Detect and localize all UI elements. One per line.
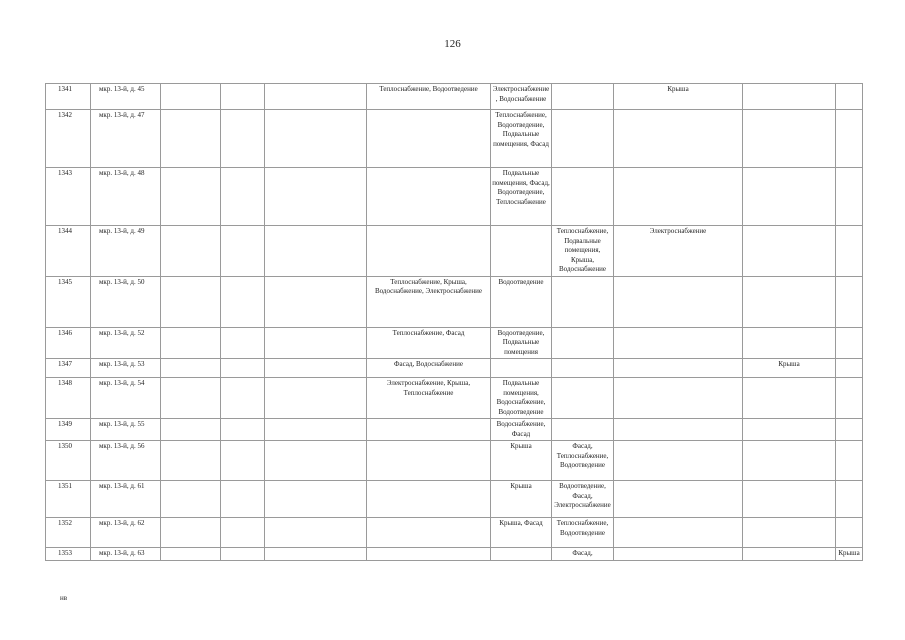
table-row [46,327,863,359]
address-cell: мкр. 13-й, д. 45 [91,84,161,110]
table-row [46,276,863,327]
work-type-cell [265,168,367,226]
work-type-cell [265,419,367,441]
work-type-cell: Фасад, Водоснабжение [367,359,491,378]
work-type-cell [161,276,221,327]
table-row [46,359,863,378]
address-cell: мкр. 13-й, д. 50 [91,276,161,327]
work-type-cell [836,378,863,419]
work-type-cell [614,168,743,226]
work-type-cell [265,226,367,277]
repair-schedule-table [45,83,863,561]
work-type-cell [614,419,743,441]
table-row [46,168,863,226]
work-type-cell [161,419,221,441]
row-number-cell: 1342 [46,110,91,168]
work-type-cell [221,518,265,548]
address-cell: мкр. 13-й, д. 56 [91,441,161,481]
work-type-cell [161,518,221,548]
work-type-cell [836,110,863,168]
work-type-cell [367,548,491,561]
page-number: 126 [444,38,461,50]
work-type-cell [552,168,614,226]
work-type-cell: Теплоснабжение, Водоотведение [552,518,614,548]
table-row [46,481,863,518]
work-type-cell [743,327,836,359]
work-type-cell [743,276,836,327]
work-type-cell: Крыша [614,84,743,110]
work-type-cell [265,359,367,378]
work-type-cell [221,110,265,168]
work-type-cell [265,276,367,327]
work-type-cell [161,378,221,419]
work-type-cell [367,481,491,518]
work-type-cell [221,481,265,518]
work-type-cell [161,110,221,168]
work-type-cell [614,327,743,359]
table-row [46,548,863,561]
work-type-cell [614,481,743,518]
row-number-cell: 1349 [46,419,91,441]
work-type-cell [265,518,367,548]
work-type-cell: Теплоснабжение, Подвальные помещения, Крыша, Водоснабжение [552,226,614,277]
work-type-cell [161,168,221,226]
work-type-cell [367,518,491,548]
address-cell: мкр. 13-й, д. 48 [91,168,161,226]
work-type-cell [836,327,863,359]
work-type-cell [614,359,743,378]
work-type-cell [743,110,836,168]
work-type-cell [491,359,552,378]
row-number-cell: 1350 [46,441,91,481]
row-number-cell: 1347 [46,359,91,378]
row-number-cell: 1343 [46,168,91,226]
work-type-cell [161,441,221,481]
work-type-cell [552,359,614,378]
table-row [46,226,863,277]
work-type-cell [836,419,863,441]
work-type-cell [552,84,614,110]
work-type-cell [614,548,743,561]
work-type-cell [221,276,265,327]
work-type-cell: Электроснабжение [614,226,743,277]
address-cell: мкр. 13-й, д. 61 [91,481,161,518]
work-type-cell [743,518,836,548]
work-type-cell: Электроснабжение, Водоснабжение [491,84,552,110]
row-number-cell: 1348 [46,378,91,419]
work-type-cell: Крыша [743,359,836,378]
work-type-cell [265,110,367,168]
work-type-cell [614,441,743,481]
work-type-cell: Подвальные помещения, Фасад, Водоотведение, Теплоснабжение [491,168,552,226]
work-type-cell [743,481,836,518]
row-number-cell: 1353 [46,548,91,561]
row-number-cell: 1352 [46,518,91,548]
work-type-cell [221,359,265,378]
address-cell: мкр. 13-й, д. 53 [91,359,161,378]
row-number-cell: 1344 [46,226,91,277]
work-type-cell [367,168,491,226]
address-cell: мкр. 13-й, д. 54 [91,378,161,419]
work-type-cell [836,226,863,277]
work-type-cell: Фасад, [552,548,614,561]
work-type-cell: Крыша, Фасад [491,518,552,548]
work-type-cell [367,419,491,441]
address-cell: мкр. 13-й, д. 55 [91,419,161,441]
work-type-cell [552,110,614,168]
work-type-cell [491,548,552,561]
work-type-cell [367,110,491,168]
work-type-cell [161,226,221,277]
work-type-cell [265,481,367,518]
work-type-cell [836,441,863,481]
work-type-cell: Водоотведение, Подвальные помещения [491,327,552,359]
work-type-cell [221,548,265,561]
work-type-cell [743,441,836,481]
work-type-cell: Теплоснабжение, Крыша, Водоснабжение, Электроснабжение [367,276,491,327]
work-type-cell [161,548,221,561]
work-type-cell [265,548,367,561]
table-row [46,84,863,110]
work-type-cell [552,419,614,441]
address-cell: мкр. 13-й, д. 47 [91,110,161,168]
work-type-cell [743,419,836,441]
address-cell: мкр. 13-й, д. 63 [91,548,161,561]
table-row [46,419,863,441]
work-type-cell: Водоотведение [491,276,552,327]
work-type-cell [491,226,552,277]
work-type-cell [836,481,863,518]
work-type-cell: Фасад, Теплоснабжение, Водоотведение [552,441,614,481]
work-type-cell: Водоснабжение, Фасад [491,419,552,441]
row-number-cell: 1345 [46,276,91,327]
work-type-cell [161,359,221,378]
work-type-cell: Теплоснабжение, Фасад [367,327,491,359]
work-type-cell [552,276,614,327]
work-type-cell [221,378,265,419]
work-type-cell [614,518,743,548]
work-type-cell [836,168,863,226]
work-type-cell [221,168,265,226]
work-type-cell [221,441,265,481]
work-type-cell [367,441,491,481]
work-type-cell [614,276,743,327]
work-type-cell: Крыша [836,548,863,561]
work-type-cell: Крыша [491,441,552,481]
work-type-cell: Водоотведение, Фасад, Электроснабжение [552,481,614,518]
work-type-cell [836,84,863,110]
address-cell: мкр. 13-й, д. 52 [91,327,161,359]
work-type-cell [265,441,367,481]
work-type-cell: Теплоснабжение, Водоотведение [367,84,491,110]
work-type-cell [265,378,367,419]
table-row [46,518,863,548]
address-cell: мкр. 13-й, д. 62 [91,518,161,548]
table-body [46,84,863,561]
row-number-cell: 1341 [46,84,91,110]
work-type-cell [367,226,491,277]
work-type-cell: Электроснабжение, Крыша, Теплоснабжение [367,378,491,419]
work-type-cell [265,84,367,110]
address-cell: мкр. 13-й, д. 49 [91,226,161,277]
work-type-cell [743,226,836,277]
row-number-cell: 1351 [46,481,91,518]
work-type-cell [836,276,863,327]
work-type-cell [265,327,367,359]
work-type-cell [614,110,743,168]
work-type-cell [161,481,221,518]
work-type-cell [161,327,221,359]
work-type-cell: Теплоснабжение, Водоотведение, Подвальные помещения, Фасад [491,110,552,168]
work-type-cell [221,327,265,359]
work-type-cell: Подвальные помещения, Водоснабжение, Водоотведение [491,378,552,419]
work-type-cell: Крыша [491,481,552,518]
work-type-cell [161,84,221,110]
work-type-cell [614,378,743,419]
work-type-cell [743,378,836,419]
work-type-cell [836,518,863,548]
row-number-cell: 1346 [46,327,91,359]
table-row [46,110,863,168]
work-type-cell [221,84,265,110]
work-type-cell [552,327,614,359]
work-type-cell [836,359,863,378]
work-type-cell [552,378,614,419]
work-type-cell [743,84,836,110]
work-type-cell [221,226,265,277]
work-type-cell [743,548,836,561]
table-row [46,378,863,419]
work-type-cell [221,419,265,441]
work-type-cell [743,168,836,226]
table-row [46,441,863,481]
footer-note: нв [60,594,68,602]
